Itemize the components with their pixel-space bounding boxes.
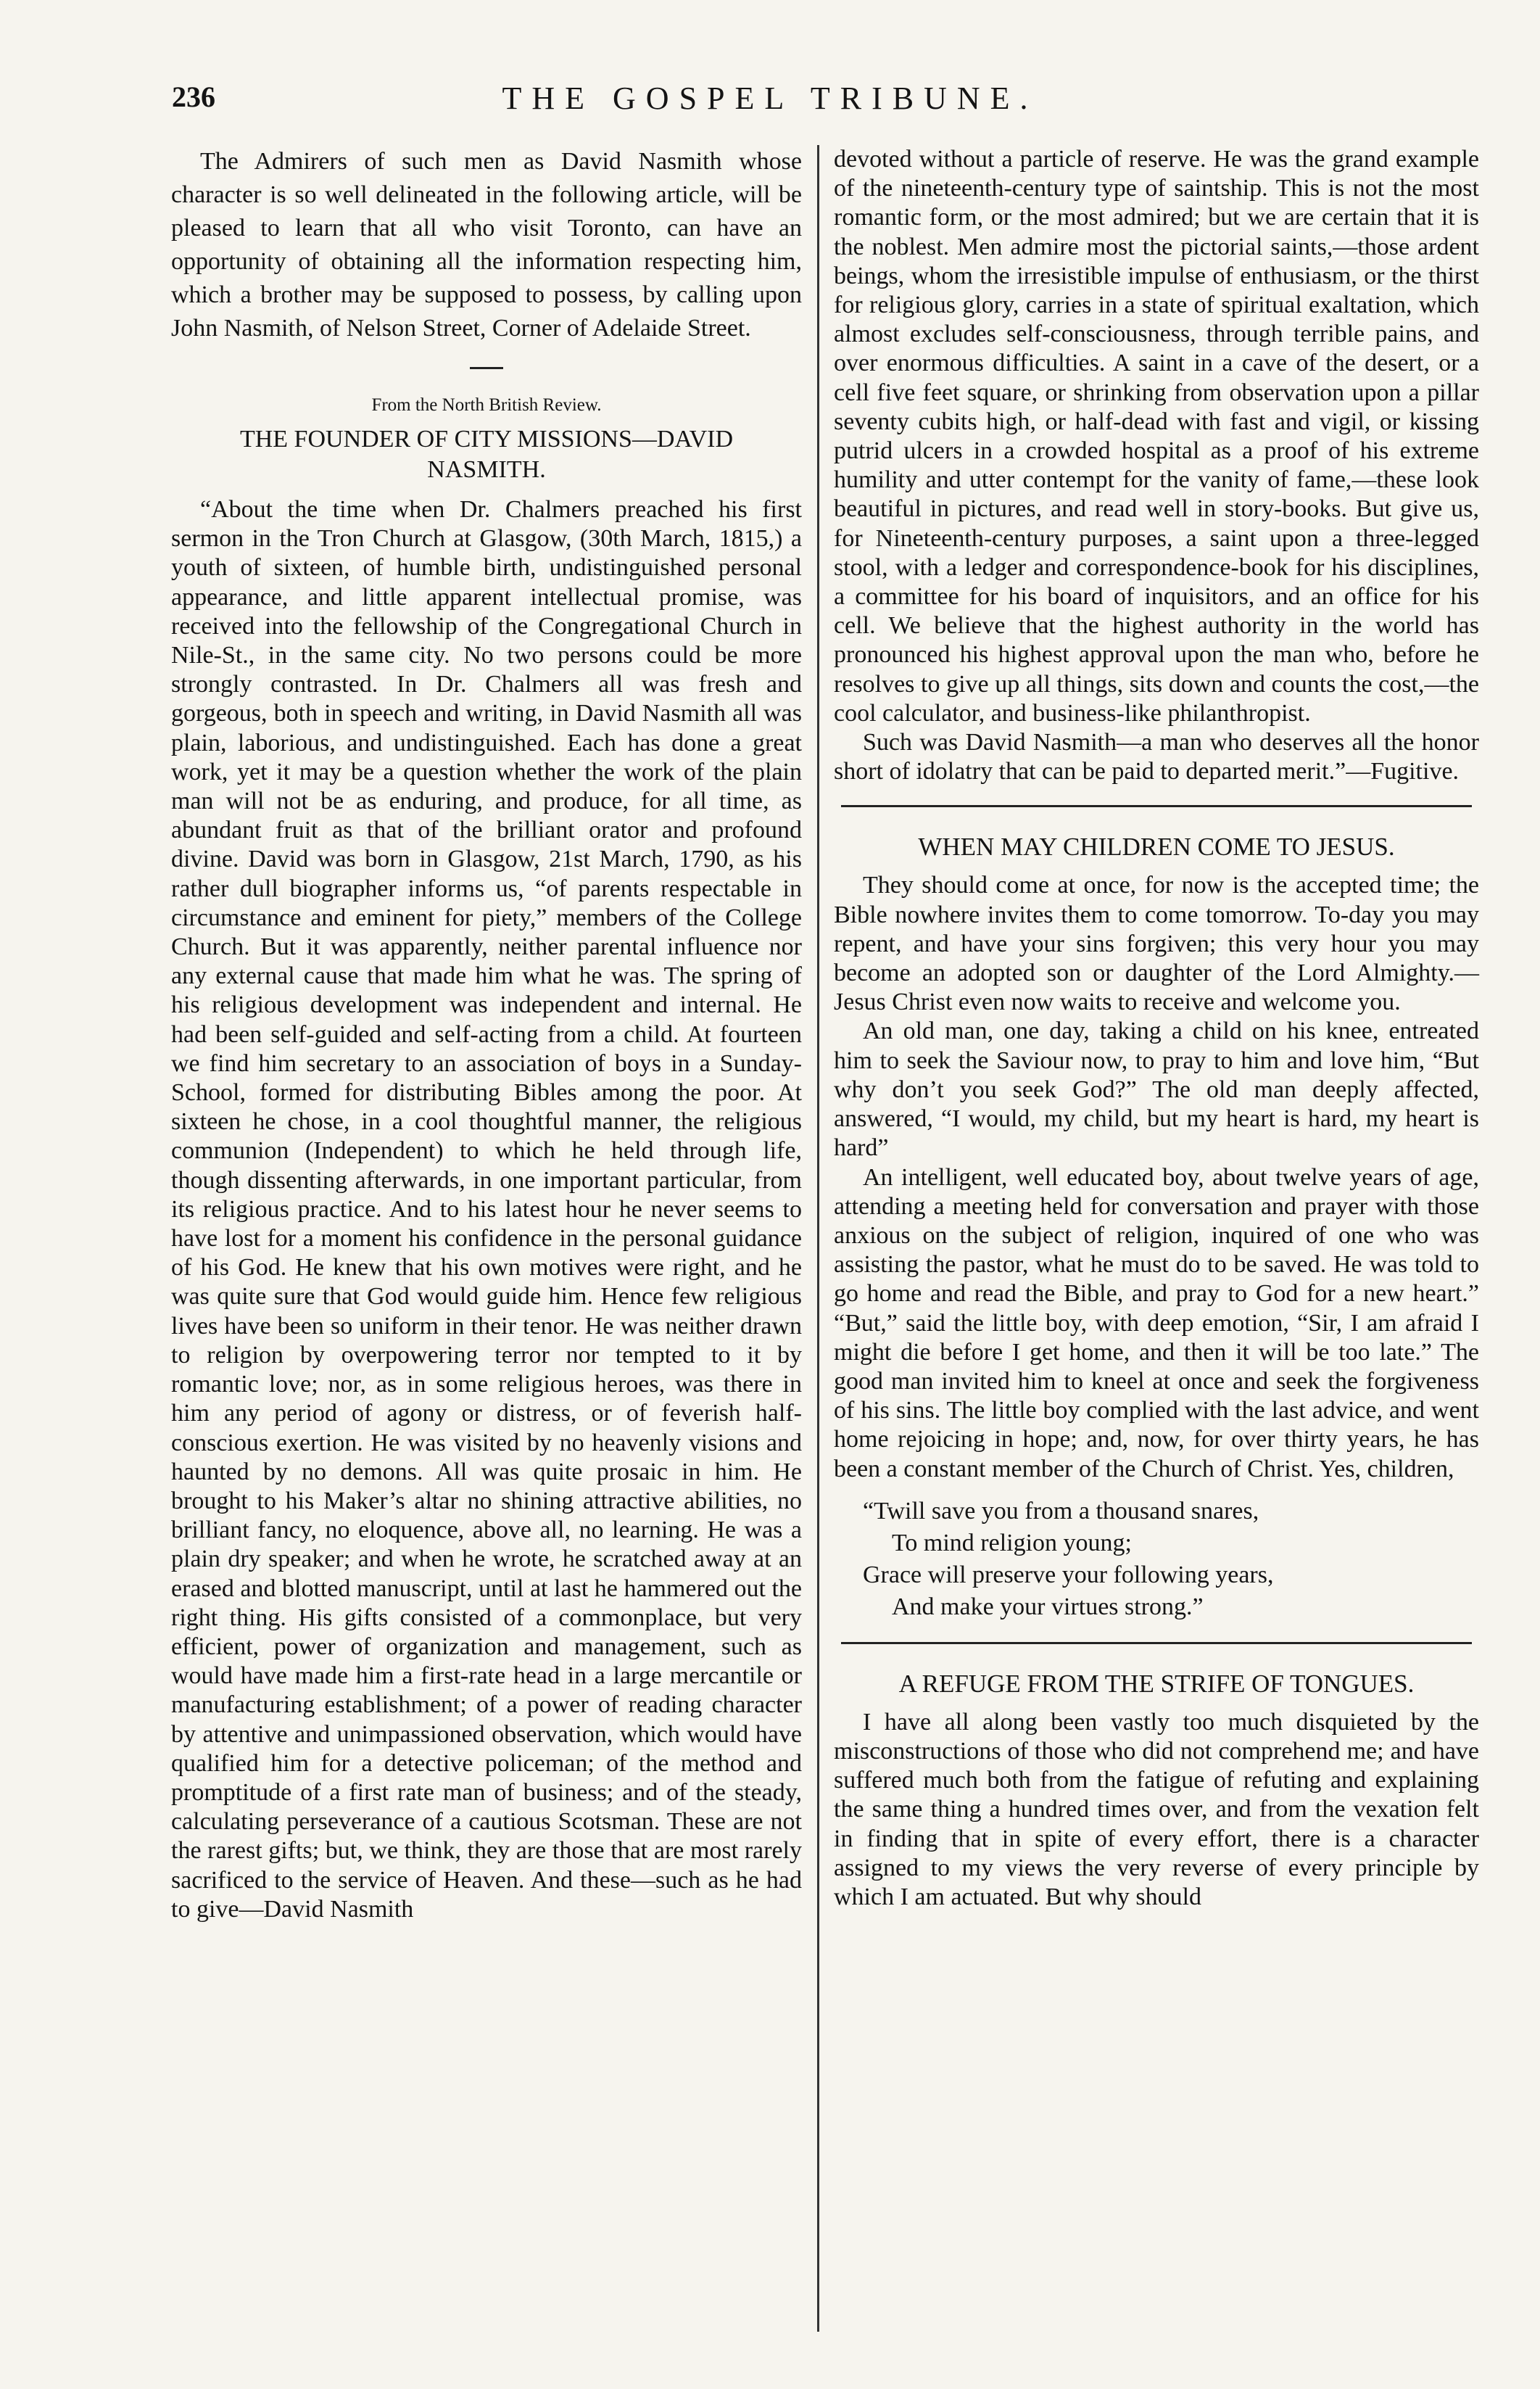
section-divider [841,1642,1472,1644]
poem-line: To mind religion young; [892,1529,1132,1556]
article-title: THE FOUNDER OF CITY MISSIONS—DAVID NASMITH. [239,426,734,483]
section-paragraph: I have all along been vastly too much disquieted by the misconstructions of those who did not comprehend me; and have suffered much both from the fatigue of refuting and explaining the same thing a hundred times over, and from the vexation felt in finding that in spite of every effort, there is a character assigned to my views the very reverse of every principle by which I am actuated. But why should [834,1708,1479,1910]
section-paragraph: An old man, one day, taking a child on his knee, entreated him to seek the Saviour now, to pray to him and love him, “But why don’t you seek God?” The old man deeply affected, answered, “I would, my child, but my heart is hard, my heart is hard” [834,1018,1479,1162]
journal-title: THE GOSPEL TRIBUNE. [502,81,1038,116]
poem-line: “Twill save you from a thousand snares, [863,1497,1259,1524]
continuation-closing-paragraph: Such was David Nasmith—a man who deserves all the honor short of idolatry that can be paid to departed merit.”—Fugitive. [834,729,1479,785]
section-title-refuge: A REFUGE FROM THE STRIFE OF TONGUES. [898,1669,1415,1698]
article-source: From the North British Review. [371,395,602,415]
left-column [171,145,802,1924]
continuation-paragraph: devoted without a particle of reserve. He was the grand example of the nineteenth-century type of saintship. This is not the most romantic form, or the most admired; but we are certain that it is the noblest. Men admire most the pictorial saints,—those ardent beings, whom the irresistible impulse of enthusiasm, or the thirst for religious glory, carries in a state of spiritual exaltation, which almost excludes self-consciousness, through terrible pains, and over enormous difficulties. A saint in a cave of the desert, or a cell five feet square, or shrinking from observation upon a pillar seventy cubits high, or half-dead with fast and vigil, or kissing putrid ulcers in a crowded hospital as a proof of his extreme humility and utter contempt for the vanity of fame,—these look beautiful in pictures, and read well in story-books. But give us, for Nineteenth-century purposes, a saint upon a three-legged stool, with a ledger and correspondence-book for his disciplines, a committee for his board of inquisitors, and an office for his cell. We believe that the highest authority in the world has pronounced his highest approval upon the man who, before he resolves to give up all things, sits down and counts the cost,—the cool calculator, and business-like philanthropist. [834,146,1479,727]
section-paragraph: An intelligent, well educated boy, about twelve years of age, attending a meeting held for conversation and prayer with those anxious on the subject of religion, inquired of one who was assisting the pastor, what he must do to be saved. He was told to go home and read the Bible, and pray to God for a new heart.” “But,” said the little boy, with deep emotion, “Sir, I am afraid I might die before I get home, and then it will be too late.” The good man invited him to kneel at once and seek the forgiveness of his sins. The little boy complied with the last advice, and went home rejoicing in hope; and, now, for over thirty years, he has been a constant member of the Church of Christ. Yes, children, [834,1163,1479,1482]
poem-line: Grace will preserve your following years, [863,1561,1274,1588]
page-number: 236 [172,81,215,113]
poem-line: And make your virtues strong.” [892,1593,1204,1620]
notice-paragraph: The Admirers of such men as David Nasmith whose character is so well delineated in the following article, will be pleased to learn that all who visit Toronto, can have an opportunity of obtaining all the information respecting him, which a brother may be supposed to possess, by calling upon John Nasmith, of Nelson Street, Corner of Adelaide Street. [171,148,802,342]
short-divider [470,367,503,369]
article-paragraph: “About the time when Dr. Chalmers preached his first sermon in the Tron Church at Glasgow, (30th March, 1815,) a youth of sixteen, of humble birth, undistinguished personal appearance, and little apparent intellectual promise, was received into the fellowship of the Congregational Church in Nile-St., in the same city. No two persons could be more strongly contrasted. In Dr. Chalmers all was fresh and gorgeous, both in speech and writing, in David Nasmith all was plain, laborious, and undistinguished. Each has done a great work, yet it may be a question whether the work of the plain man will not be as enduring, and produce, for all time, as abundant fruit as that of the brilliant orator and profound divine. David was born in Glasgow, 21st March, 1790, as his rather dull biographer informs us, “of parents respectable in circumstance and eminent for piety,” members of the College Church. But it was apparently, neither parental influence nor any external cause that made him what he was. The spring of his religious development was independent and internal. He had been self-guided and self-acting from a child. At fourteen we find him secretary to an association of boys in a Sunday-School, formed for distributing Bibles among the poor. At sixteen he chose, in a cool thoughtful manner, the religious communion (Independent) to which he held through life, though dissenting afterwards, in one important particular, from its religious practice. And to his latest hour he never seems to have lost for a moment his confidence in the personal guidance of his God. He knew that his own motives were right, and he was quite sure that God would guide him. Hence few religious lives have been so uniform in their tenor. He was neither drawn to religion by overpowering terror nor tempted to it by romantic love; nor, as in some religious heroes, was there in him any period of agony or distress, or of feverish half-conscious exertion. He was visited by no heavenly visions and haunted by no demons. All was quite prosaic in him. He brought to his Maker’s altar no shining attractive abilities, no brilliant fancy, no eloquence, above all, no learning. He was a plain dry speaker; and when he wrote, he scratched away at an erased and blotted manuscript, until at last he hammered out the right thing. His gifts consisted of a commonplace, but very efficient, power of organization and management, such as would have made him a first-rate head in a large mercantile or manufacturing establishment; of a power of reading character by attentive and unimpassioned observation, which would have qualified him for a detective policeman; of the method and promptitude of a first rate man of business; and of the steady, calculating perseverance of a cautious Scotsman. These are not the rarest gifts; but, we think, they are those that are most rarely sacrificed to the service of Heaven. And these—such as he had to give—David Nasmith [171,496,802,1923]
section-title-when-may-children: WHEN MAY CHILDREN COME TO JESUS. [918,833,1395,862]
section-paragraph: They should come at once, for now is the accepted time; the Bible nowhere invites them to come tomorrow. To-day you may repent, and have your sins forgiven; this very hour you may become an adopted son or daughter of the Lord Almighty.—Jesus Christ even now waits to receive and welcome you. [834,872,1479,1016]
page-header [0,80,1540,131]
poem-stanza [863,1495,1479,1623]
column-divider [817,145,819,2332]
right-column [834,145,1479,1912]
section-divider [841,805,1472,807]
